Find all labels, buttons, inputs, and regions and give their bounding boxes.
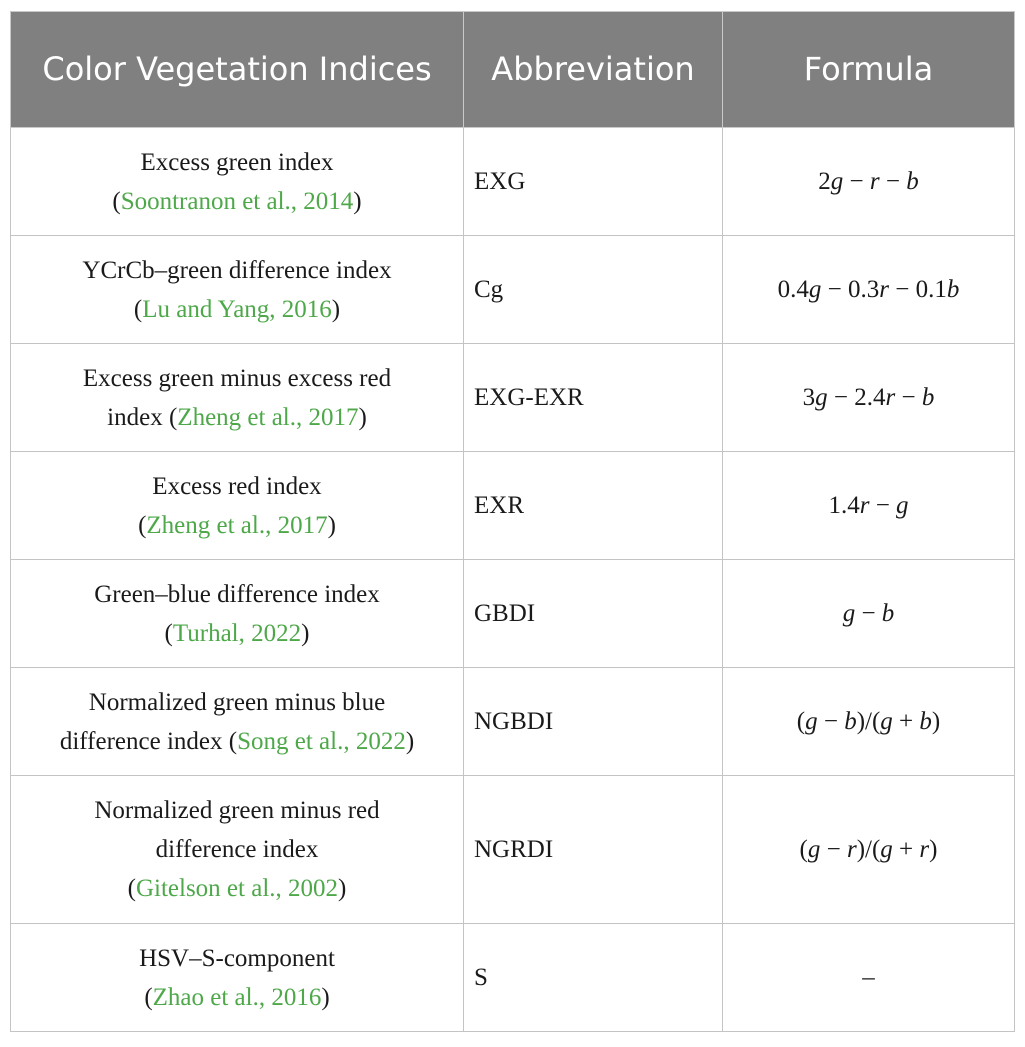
formula: 1.4r − g xyxy=(828,492,909,519)
index-name: Green–blue difference index xyxy=(94,580,380,608)
formula: g − b xyxy=(842,600,895,627)
abbreviation-cell: NGBDI xyxy=(464,668,723,776)
table-row xyxy=(11,668,1015,776)
formula-cell xyxy=(723,236,1015,344)
formula: (g − b)/(g + b) xyxy=(796,708,941,735)
table-row xyxy=(11,452,1015,560)
index-name-cell: Excess red index (Zheng et al., 2017) xyxy=(11,452,464,560)
abbreviation-cell: EXR xyxy=(464,452,723,560)
formula-cell xyxy=(723,668,1015,776)
index-name: Excess green minus excess red xyxy=(82,364,392,392)
abbreviation-cell: EXG xyxy=(464,128,723,236)
formula-cell xyxy=(723,560,1015,668)
index-name-suffix: index xyxy=(107,403,169,431)
abbreviation-cell: GBDI xyxy=(464,560,723,668)
index-name: Excess green index xyxy=(140,148,334,176)
index-name-cell: HSV–S-component (Zhao et al., 2016) xyxy=(11,924,464,1032)
formula: (g − r)/(g + r) xyxy=(799,836,938,863)
index-name-cell: Excess green minus excess red index (Zheng et al., 2017) xyxy=(11,344,464,452)
citation-link[interactable]: Zhao et al., 2016 xyxy=(152,983,322,1011)
formula-cell xyxy=(723,452,1015,560)
formula: 0.4g − 0.3r − 0.1b xyxy=(777,276,960,303)
index-name-cell: Normalized green minus blue difference index (Song et al., 2022) xyxy=(11,668,464,776)
citation-link[interactable]: Lu and Yang, 2016 xyxy=(142,295,332,323)
formula-cell xyxy=(723,776,1015,924)
index-name-cell: Excess green index (Soontranon et al., 2014) xyxy=(11,128,464,236)
formula-cell xyxy=(723,128,1015,236)
citation-link[interactable]: Turhal, 2022 xyxy=(172,619,302,647)
abbreviation-cell: EXG-EXR xyxy=(464,344,723,452)
index-name: Normalized green minus blue xyxy=(88,688,386,716)
header-abbreviation: Abbreviation xyxy=(464,12,723,128)
table-row xyxy=(11,344,1015,452)
index-name: YCrCb–green difference index xyxy=(82,256,392,284)
header-row xyxy=(11,12,1015,128)
citation-link[interactable]: Zheng et al., 2017 xyxy=(177,403,359,431)
index-name-suffix: difference index xyxy=(59,727,229,755)
abbreviation-cell: S xyxy=(464,924,723,1032)
formula: 3g − 2.4r − b xyxy=(802,384,935,411)
table-row xyxy=(11,924,1015,1032)
index-name: Excess red index xyxy=(152,472,322,500)
vegetation-indices-table xyxy=(10,11,1015,1032)
formula-cell xyxy=(723,924,1015,1032)
citation-link[interactable]: Soontranon et al., 2014 xyxy=(120,187,354,215)
table-row xyxy=(11,236,1015,344)
citation-link[interactable]: Song et al., 2022 xyxy=(237,727,406,755)
header-indices: Color Vegetation Indices xyxy=(11,12,464,128)
abbreviation-cell: Cg xyxy=(464,236,723,344)
index-name-cell: YCrCb–green difference index (Lu and Yang, 2016) xyxy=(11,236,464,344)
formula: – xyxy=(862,964,875,991)
table-row xyxy=(11,128,1015,236)
index-name: Normalized green minus red xyxy=(94,797,380,824)
index-name-cell: Normalized green minus red difference index (Gitelson et al., 2002) xyxy=(11,776,464,924)
formula: 2g − r − b xyxy=(818,168,919,195)
table-row xyxy=(11,560,1015,668)
header-formula: Formula xyxy=(723,12,1015,128)
index-name-continued: difference index xyxy=(155,836,319,863)
formula-cell xyxy=(723,344,1015,452)
table-row xyxy=(11,776,1015,924)
index-name-cell: Green–blue difference index (Turhal, 2022) xyxy=(11,560,464,668)
citation-link[interactable]: Gitelson et al., 2002 xyxy=(135,875,339,902)
abbreviation-cell: NGRDI xyxy=(464,776,723,924)
citation-link[interactable]: Zheng et al., 2017 xyxy=(146,511,328,539)
index-name: HSV–S-component xyxy=(139,944,335,972)
